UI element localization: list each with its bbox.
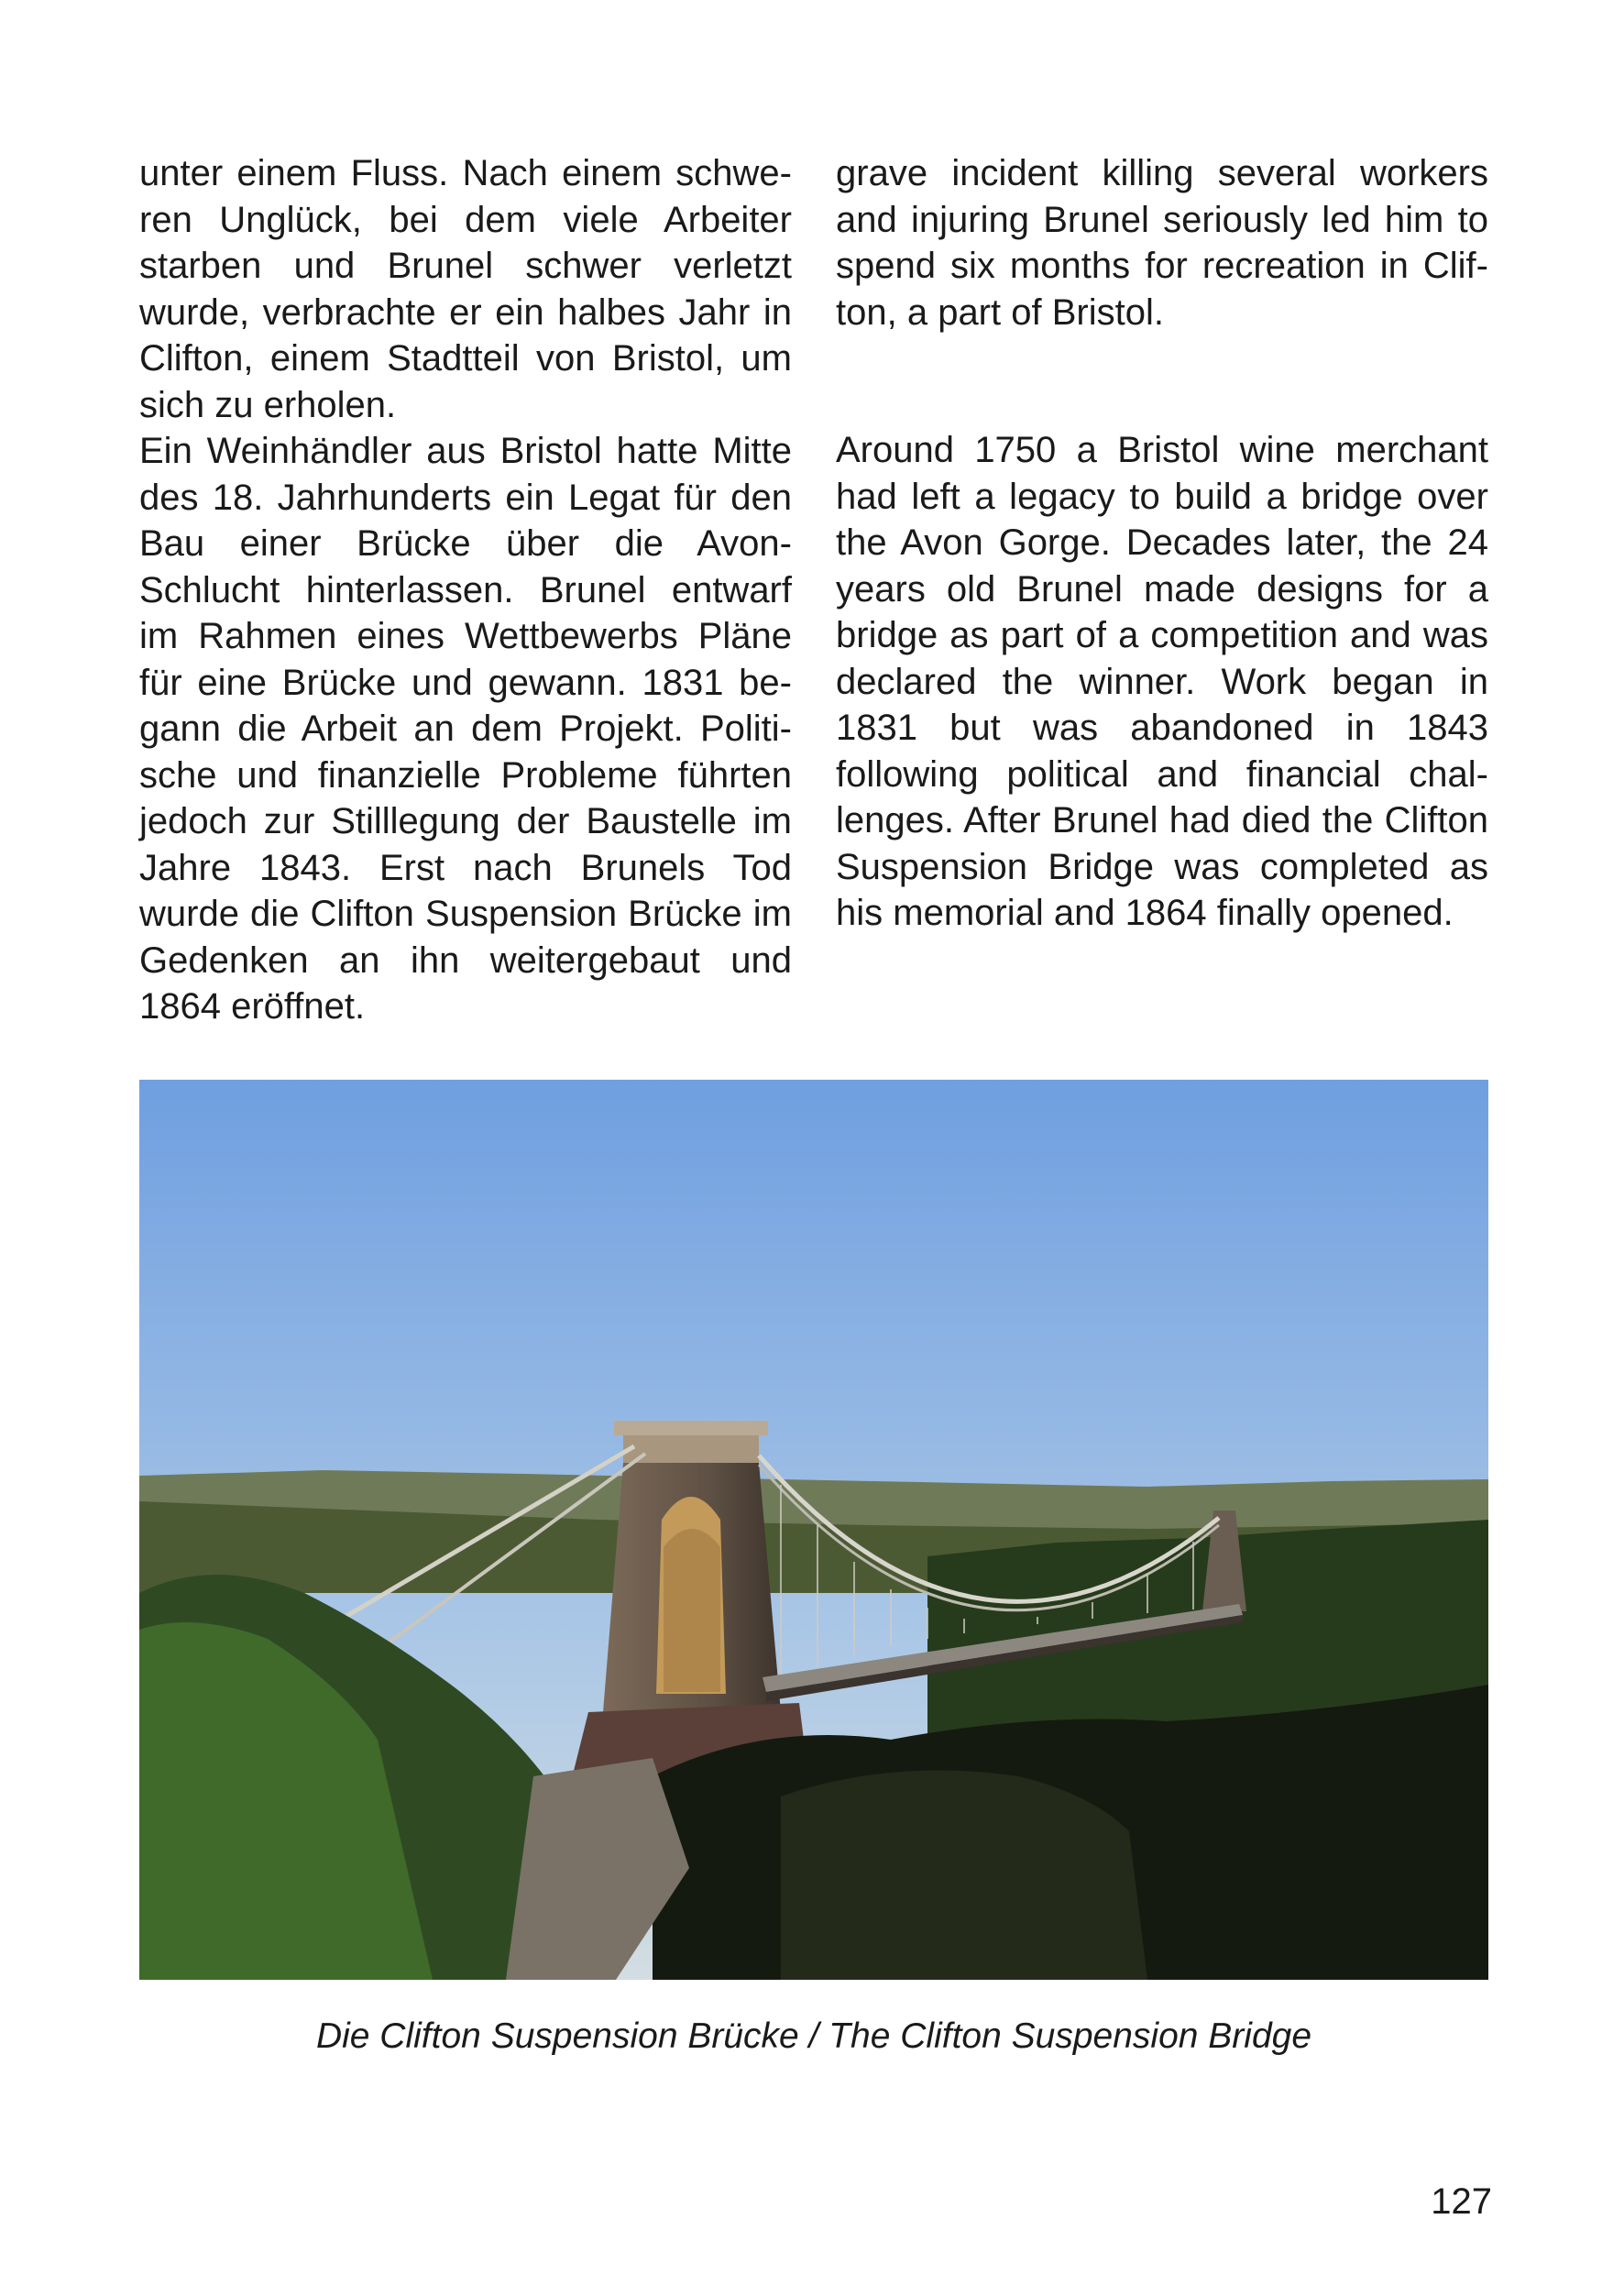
english-paragraph-1: grave incident killing several workers and injuring Brunel seriously led him to spend six months for recreation in Clifton, a part of Bristol. — [836, 153, 1488, 333]
bridge-photo — [139, 1080, 1488, 1980]
german-paragraph-1: unter einem Fluss. Nach einem schweren Unglück, bei dem viele Arbeiter starben und Brunel schwer verletzt wurde, verbrachte er ein halbes Jahr in Clifton, einem Stadtteil von Bristol, um sich zu erholen. — [139, 153, 792, 425]
german-paragraph-2: Ein Weinhändler aus Bristol hatte Mitte des 18. Jahrhunderts ein Legat für den Bau einer Brücke über die Avon-Schlucht hinterlassen. Brunel entwarf im Rahmen eines Wettbewerbs Pläne für eine Brücke und gewann. 1831 begann die Arbeit an dem Projekt. Politische und finanzielle Probleme führten jedoch zur Stilllegung der Baustelle im Jahre 1843. Erst nach Brunels Tod wurde die Clifton Suspension Brücke im Gedenken an ihn weitergebaut und 1864 eröffnet. — [139, 431, 792, 1027]
german-text-column — [139, 150, 792, 1030]
page-number: 127 — [1431, 2181, 1492, 2222]
english-paragraph-2: Around 1750 a Bristol wine merchant had left a legacy to build a bridge over the Avon Gorge. Decades later, the 24 years old Brunel made designs for a bridge as part of a competition and was declared the winner. Work began in 1831 but was abandoned in 1843 following political and financial challenges. After Brunel had died the Clifton Suspension Bridge was completed as his memorial and 1864 finally opened. — [836, 430, 1488, 933]
figure-caption: Die Clifton Suspension Brücke / The Clifton Suspension Bridge — [315, 2016, 1312, 2056]
english-text-column — [836, 150, 1488, 937]
